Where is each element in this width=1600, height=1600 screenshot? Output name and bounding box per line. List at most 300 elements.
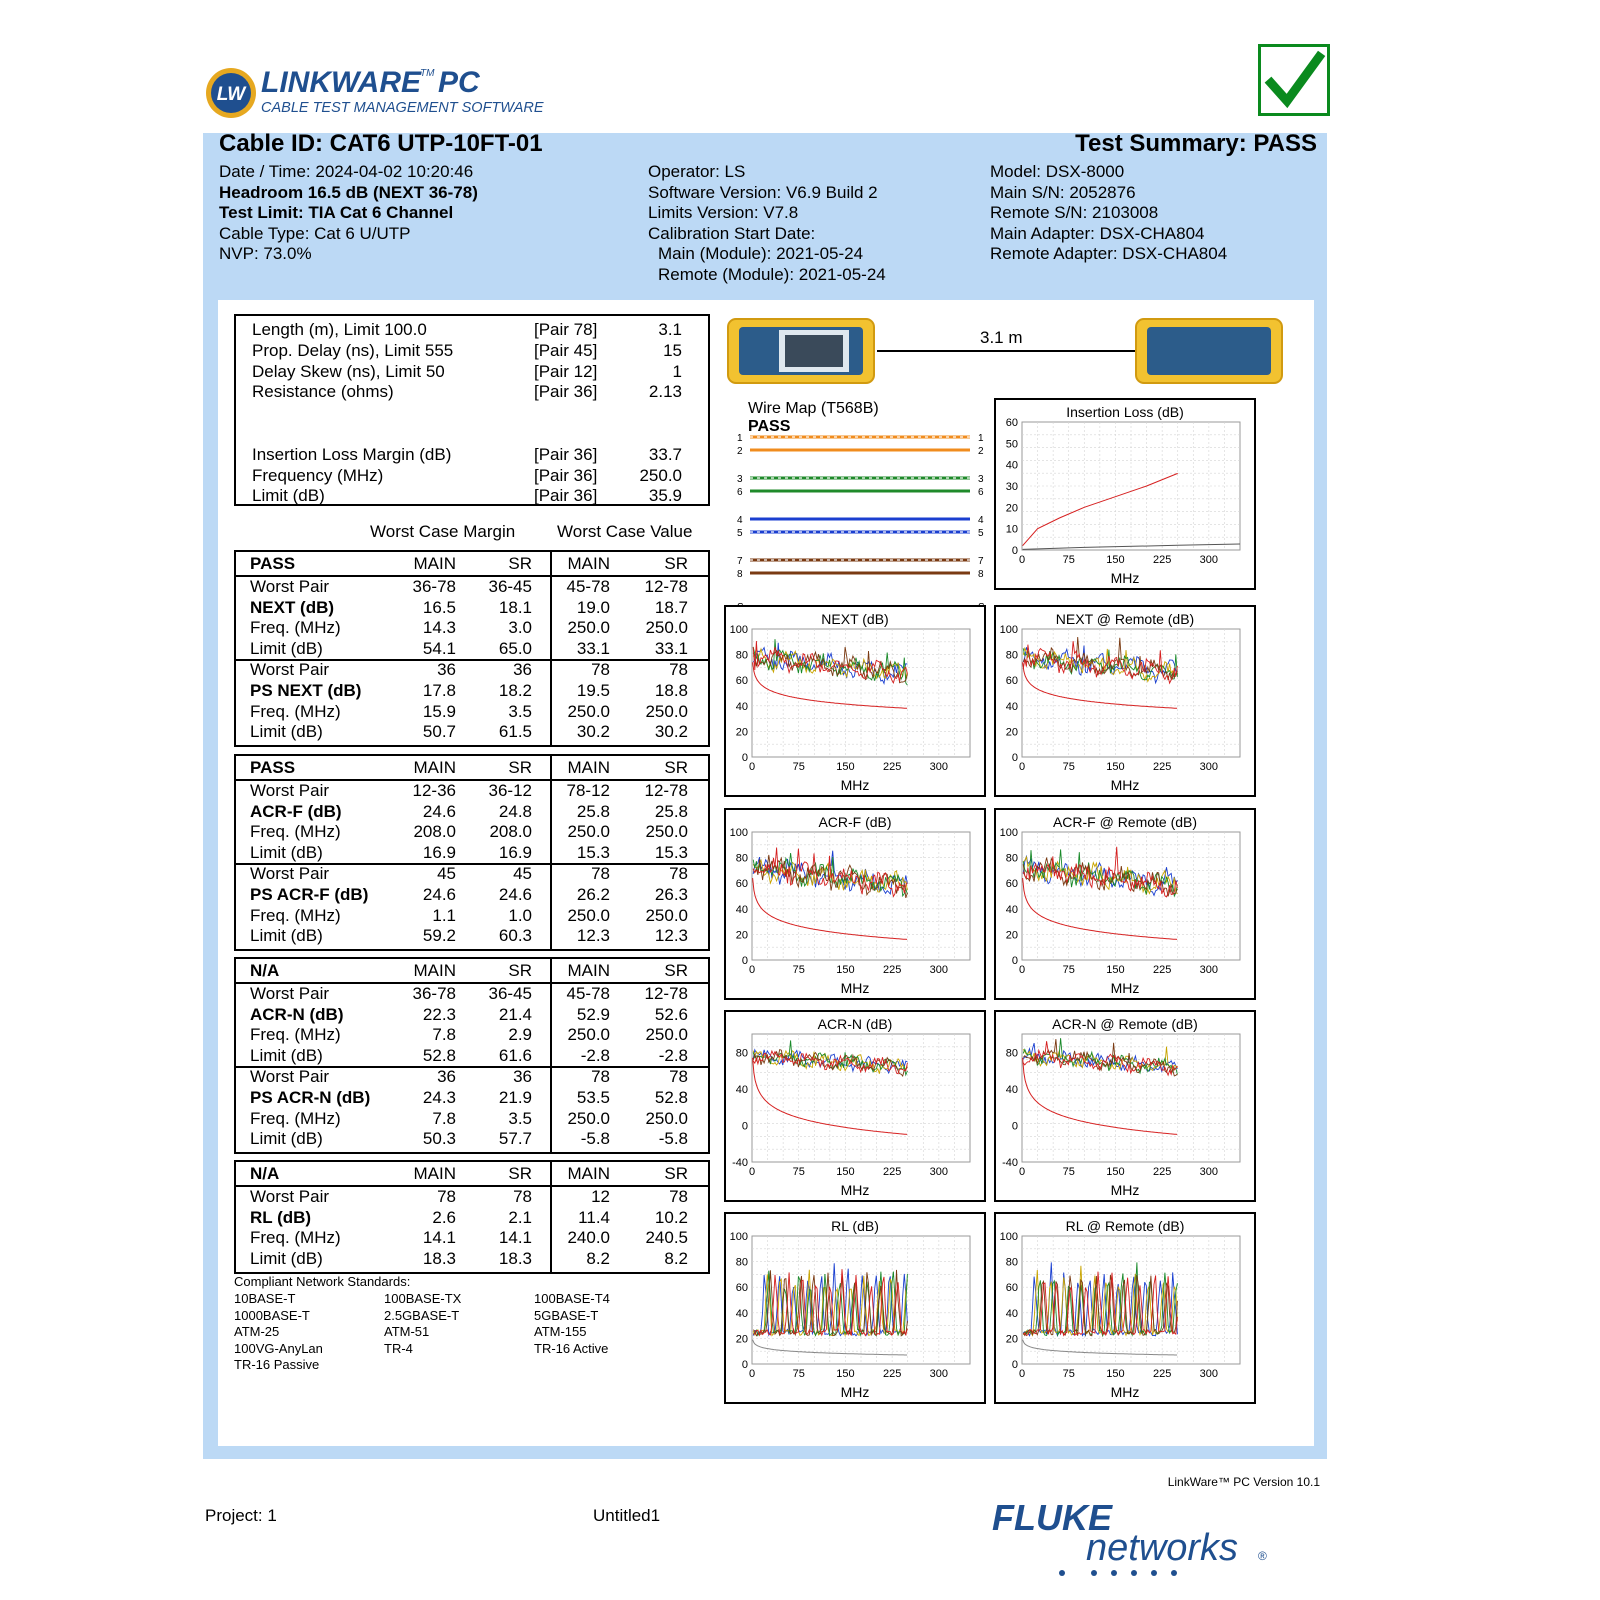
row-value: 208.0 [489, 822, 532, 842]
header-column-2 [648, 162, 886, 285]
row-value: 12.3 [654, 926, 688, 946]
standard-item: 2.5GBASE-T [384, 1307, 460, 1323]
standard-item: TR-16 Active [534, 1340, 609, 1356]
row-value: 14.3 [422, 618, 456, 638]
column-header: SR [664, 961, 688, 980]
y-tick-label: 80 [1005, 1256, 1018, 1269]
row-label: Limit (dB) [250, 843, 323, 863]
y-tick-label: 80 [735, 852, 748, 865]
y-tick-label: 50 [1005, 438, 1018, 451]
row-value: 36-78 [412, 983, 456, 1003]
row-value: 30.2 [654, 722, 688, 742]
graph-panel [724, 605, 986, 797]
wiremap-title: Wire Map (T568B) [748, 400, 879, 417]
column-header: MAIN [567, 961, 610, 980]
summary-value: 15 [663, 340, 682, 360]
summary-value: 250.0 [639, 465, 682, 485]
y-tick-label: 40 [735, 700, 748, 713]
row-value: 2.9 [508, 1025, 532, 1045]
graph-plot [996, 1012, 1254, 1200]
y-tick-label: 0 [741, 955, 748, 967]
graph-x-label: MHz [1110, 980, 1140, 996]
row-value: 26.2 [576, 884, 610, 904]
fluke-networks-logo [990, 1496, 1280, 1585]
row-value: 36-45 [488, 576, 532, 596]
column-header: MAIN [567, 1164, 610, 1183]
row-value: 61.5 [498, 722, 532, 742]
standard-item: 100VG-AnyLan [234, 1340, 323, 1356]
row-value: 61.6 [498, 1046, 532, 1066]
column-header: MAIN [413, 961, 456, 980]
y-tick-label: 0 [1011, 1359, 1018, 1371]
row-value: 240.5 [645, 1228, 688, 1248]
row-value: 14.1 [422, 1228, 456, 1248]
x-tick-label: 0 [748, 1166, 756, 1178]
row-value: 17.8 [422, 680, 456, 700]
row-value: 52.8 [422, 1046, 456, 1066]
x-tick-label: 225 [1152, 1368, 1172, 1380]
linkware-logo-graphic [205, 62, 565, 124]
summary-label: Resistance (ohms) [252, 382, 394, 402]
row-label: Freq. (MHz) [250, 701, 341, 721]
row-value: 36-45 [488, 983, 532, 1003]
row-value: 52.9 [576, 1004, 610, 1024]
y-tick-label: 0 [1011, 545, 1018, 557]
wiremap-pin-left: 2 [737, 446, 743, 457]
wiremap-pin-left: 4 [737, 515, 743, 526]
row-label: Worst Pair [250, 780, 330, 800]
y-tick-label: 40 [735, 1083, 748, 1096]
row-value: 3.0 [508, 618, 532, 638]
x-tick-label: 75 [1062, 761, 1075, 773]
header-main-sn: Main S/N: 2052876 [990, 182, 1136, 202]
y-tick-label: 20 [1005, 502, 1018, 515]
measured-length: 3.1 m [980, 328, 1023, 347]
row-value: 250.0 [567, 701, 610, 721]
wiremap-pin-right: 3 [978, 474, 984, 485]
row-value: 18.1 [498, 597, 532, 617]
x-tick-label: 300 [929, 964, 949, 976]
graph-x-label: MHz [840, 980, 870, 996]
row-value: 26.3 [654, 884, 688, 904]
y-tick-label: 60 [1005, 675, 1018, 688]
row-value: 25.8 [654, 801, 688, 821]
x-tick-label: 75 [1062, 554, 1075, 566]
summary-label: Prop. Delay (ns), Limit 555 [252, 340, 454, 360]
graph-title: NEXT (dB) [821, 611, 889, 627]
y-tick-label: 100 [729, 827, 748, 839]
header-operator: Operator: LS [648, 162, 746, 181]
graph-panel [994, 1212, 1256, 1404]
wiremap-pin-right: 4 [978, 515, 984, 526]
graph-plot [996, 400, 1254, 588]
standard-item: 5GBASE-T [534, 1307, 599, 1323]
y-tick-label: 20 [1005, 929, 1018, 942]
summary-label: Frequency (MHz) [252, 465, 384, 485]
row-value: 33.1 [576, 639, 610, 659]
column-header: SR [508, 758, 532, 777]
y-tick-label: 80 [1005, 649, 1018, 662]
row-value: 52.8 [654, 1087, 688, 1107]
x-tick-label: 300 [1199, 1368, 1219, 1380]
y-tick-label: 30 [1005, 481, 1018, 493]
x-tick-label: 225 [882, 1368, 902, 1380]
row-value: 33.1 [654, 639, 688, 659]
column-header: SR [508, 961, 532, 980]
row-label: Limit (dB) [250, 722, 323, 742]
header-software-version: Software Version: V6.9 Build 2 [648, 182, 878, 202]
row-label: Worst Pair [250, 1186, 330, 1206]
header-limits-version: Limits Version: V7.8 [648, 203, 799, 222]
summary-pair: [Pair 36] [534, 486, 598, 506]
x-tick-label: 225 [1152, 761, 1172, 773]
row-label: Limit (dB) [250, 639, 323, 659]
logo-registered-mark: ® [1258, 1549, 1267, 1563]
wiremap-pin-left: 8 [737, 569, 743, 580]
graph-plot [726, 810, 984, 998]
y-tick-label: 40 [1005, 700, 1018, 713]
graph-title: NEXT @ Remote (dB) [1055, 611, 1195, 627]
y-tick-label: -40 [732, 1157, 748, 1169]
x-tick-label: 225 [1152, 1166, 1172, 1178]
y-tick-label: 0 [741, 1359, 748, 1371]
y-tick-label: 100 [999, 1231, 1018, 1243]
logo-networks: networks [1086, 1527, 1239, 1569]
y-tick-label: 0 [741, 752, 748, 764]
x-tick-label: 300 [1199, 964, 1219, 976]
wiremap-diagram [730, 432, 990, 612]
summary-pair: [Pair 45] [534, 340, 598, 360]
logo-pc: PC [438, 66, 480, 99]
header-remote-module-date: Remote (Module): 2021-05-24 [658, 264, 886, 284]
results-table [234, 754, 710, 951]
y-tick-label: 40 [735, 1307, 748, 1320]
row-value: 250.0 [567, 905, 610, 925]
column-header: MAIN [567, 758, 610, 777]
column-header: SR [664, 1164, 688, 1183]
row-value: 1.1 [432, 905, 456, 925]
worst-case-value-header: Worst Case Value [557, 522, 693, 541]
row-value: 36 [437, 1067, 456, 1086]
row-label: Worst Pair [250, 576, 330, 596]
results-table [234, 550, 710, 747]
remote-tester-icon [1135, 318, 1285, 384]
y-tick-label: 60 [1005, 878, 1018, 891]
row-value: 78 [591, 660, 610, 679]
row-value: 3.5 [508, 701, 532, 721]
summary-value: 35.9 [648, 486, 682, 506]
y-tick-label: 10 [1005, 523, 1018, 536]
y-tick-label: 0 [1011, 955, 1018, 967]
table-status: N/A [250, 1164, 280, 1183]
row-value: 19.5 [576, 680, 610, 700]
wiremap-pin-right: 1 [978, 433, 984, 444]
row-value: 54.1 [422, 639, 456, 659]
summary-pair: [Pair 36] [534, 382, 598, 402]
row-value: 3.5 [508, 1108, 532, 1128]
row-value: 15.3 [576, 843, 610, 863]
row-label: Worst Pair [250, 983, 330, 1003]
row-value: 250.0 [567, 1025, 610, 1045]
y-tick-label: 60 [735, 675, 748, 688]
logo-badge-text: LW [216, 84, 246, 105]
y-tick-label: 80 [735, 649, 748, 662]
row-value: 8.2 [664, 1249, 688, 1269]
header-calibration-date: Calibration Start Date: [648, 223, 816, 243]
row-value: 10.2 [654, 1207, 688, 1227]
row-value: 78-12 [566, 780, 610, 800]
graph-panel [994, 605, 1256, 797]
row-value: 78 [669, 1067, 688, 1086]
row-value: -2.8 [580, 1046, 610, 1066]
header-column-1 [219, 162, 478, 265]
y-tick-label: 100 [729, 1231, 748, 1243]
header-remote-adapter: Remote Adapter: DSX-CHA804 [990, 244, 1228, 263]
row-value: 78 [513, 1186, 532, 1206]
graph-title: ACR-N @ Remote (dB) [1052, 1016, 1198, 1032]
summary-box [234, 314, 710, 506]
summary-label: Delay Skew (ns), Limit 50 [252, 361, 445, 381]
standard-item: 10BASE-T [234, 1291, 296, 1306]
footer-project: Project: 1 [205, 1506, 277, 1525]
cable-id: Cable ID: CAT6 UTP-10FT-01 [219, 130, 543, 157]
y-tick-label: 60 [1005, 417, 1018, 429]
graph-plot [996, 810, 1254, 998]
x-tick-label: 150 [836, 761, 855, 773]
y-tick-label: 40 [735, 903, 748, 916]
row-value: 19.0 [576, 597, 610, 617]
logo-fluke: FLUKE [992, 1497, 1112, 1538]
graph-x-label: MHz [1110, 777, 1140, 793]
x-tick-label: 300 [929, 1166, 949, 1178]
row-value: 78 [669, 864, 688, 883]
row-value: 78 [669, 1186, 688, 1206]
graph-title: Insertion Loss (dB) [1066, 404, 1184, 420]
summary-pair: [Pair 36] [534, 465, 598, 485]
logo-subtitle: CABLE TEST MANAGEMENT SOFTWARE [261, 100, 544, 116]
row-value: 50.7 [422, 722, 456, 742]
row-value: 16.5 [422, 597, 456, 617]
graph-panel [994, 1010, 1256, 1202]
x-tick-label: 0 [1018, 964, 1026, 976]
row-label: Freq. (MHz) [250, 822, 341, 842]
graph-title: ACR-N (dB) [817, 1016, 893, 1032]
row-value: 45-78 [566, 576, 610, 596]
row-value: 12 [591, 1186, 610, 1206]
row-value: 250.0 [567, 1108, 610, 1128]
header-column-3 [990, 162, 1227, 265]
row-value: -5.8 [658, 1129, 688, 1149]
x-tick-label: 75 [792, 1166, 805, 1178]
y-tick-label: 60 [735, 1282, 748, 1295]
row-value: 78 [437, 1186, 456, 1206]
column-header: MAIN [413, 554, 456, 573]
row-value: 60.3 [498, 926, 532, 946]
row-value: 36-78 [412, 576, 456, 596]
row-value: 250.0 [567, 822, 610, 842]
x-tick-label: 225 [882, 761, 902, 773]
x-tick-label: 225 [1152, 964, 1172, 976]
y-tick-label: 100 [729, 624, 748, 636]
summary-value: 3.1 [658, 320, 682, 339]
row-value: 12-78 [644, 983, 688, 1003]
row-value: 45 [513, 864, 532, 883]
graph-plot [996, 1214, 1254, 1402]
column-header: MAIN [567, 554, 610, 573]
row-value: 250.0 [645, 618, 688, 638]
cable-line [877, 350, 1137, 352]
row-label: Worst Pair [250, 864, 330, 883]
row-label: PS ACR-F (dB) [250, 884, 369, 904]
wiremap-result: PASS [748, 418, 791, 435]
y-tick-label: 40 [1005, 903, 1018, 916]
standard-item: ATM-25 [234, 1324, 280, 1340]
wiremap-pin-left: 3 [737, 474, 743, 485]
x-tick-label: 150 [836, 964, 855, 976]
green-checkmark-icon [1261, 47, 1327, 113]
header-headroom: Headroom 16.5 dB (NEXT 36-78) [219, 182, 478, 202]
graph-panel [724, 808, 986, 1000]
summary-value: 33.7 [648, 444, 682, 464]
summary-label: Limit (dB) [252, 486, 325, 506]
y-tick-label: 80 [1005, 1047, 1018, 1060]
summary-pair: [Pair 78] [534, 320, 598, 339]
y-tick-label: 40 [1005, 1307, 1018, 1320]
row-label: Freq. (MHz) [250, 1108, 341, 1128]
x-tick-label: 225 [882, 964, 902, 976]
row-label: RL (dB) [250, 1207, 312, 1227]
row-label: Freq. (MHz) [250, 1228, 341, 1248]
wiremap-pin-right: 8 [978, 569, 984, 580]
row-value: 16.9 [498, 843, 532, 863]
remote-tester-device [1135, 318, 1285, 389]
row-value: 53.5 [576, 1087, 610, 1107]
results-table [234, 957, 710, 1154]
y-tick-label: 0 [1011, 1120, 1018, 1133]
y-tick-label: 20 [1005, 726, 1018, 739]
row-value: 59.2 [422, 926, 456, 946]
x-tick-label: 0 [748, 1368, 756, 1380]
row-value: 14.1 [498, 1228, 532, 1248]
row-value: 12-36 [412, 780, 456, 800]
graph-title: ACR-F @ Remote (dB) [1052, 814, 1198, 830]
x-tick-label: 225 [882, 1166, 902, 1178]
row-value: 12-78 [644, 576, 688, 596]
wiremap-pin-right: 7 [978, 556, 984, 567]
x-tick-label: 0 [1018, 761, 1026, 773]
row-label: Worst Pair [250, 1067, 330, 1086]
summary-value: 2.13 [648, 382, 682, 402]
graph-x-label: MHz [840, 1384, 870, 1400]
graph-title: RL (dB) [831, 1218, 879, 1234]
standard-item: TR-4 [384, 1340, 413, 1356]
row-value: 22.3 [422, 1004, 456, 1024]
wiremap-pin-left: 7 [737, 556, 743, 567]
version-note: LinkWare™ PC Version 10.1 [1167, 1475, 1320, 1489]
wiremap-pin-right: 5 [978, 528, 984, 539]
standards-title: Compliant Network Standards: [234, 1274, 411, 1289]
graph-plot [726, 607, 984, 795]
x-tick-label: 150 [1106, 761, 1125, 773]
x-tick-label: 0 [748, 964, 756, 976]
row-value: 250.0 [645, 1108, 688, 1128]
x-tick-label: 75 [792, 1368, 805, 1380]
x-tick-label: 150 [836, 1368, 855, 1380]
summary-label: Length (m), Limit 100.0 [252, 320, 427, 339]
results-table [234, 1160, 710, 1274]
standard-item: TR-16 Passive [234, 1357, 320, 1373]
row-value: 45 [437, 864, 456, 883]
row-value: 250.0 [645, 822, 688, 842]
header-remote-sn: Remote S/N: 2103008 [990, 203, 1159, 222]
row-value: 24.6 [422, 801, 456, 821]
header-nvp: NVP: 73.0% [219, 244, 312, 263]
linkware-logo [205, 62, 565, 124]
row-label: Limit (dB) [250, 926, 323, 946]
graph-plot [726, 1214, 984, 1402]
y-tick-label: 20 [735, 929, 748, 942]
test-summary: Test Summary: PASS [1075, 130, 1317, 157]
row-value: 78 [591, 1067, 610, 1086]
row-value: 12.3 [576, 926, 610, 946]
column-header: MAIN [413, 1164, 456, 1183]
graph-x-label: MHz [1110, 1182, 1140, 1198]
row-label: PS NEXT (dB) [250, 680, 362, 700]
y-tick-label: 100 [999, 827, 1018, 839]
graph-panel [724, 1212, 986, 1404]
row-label: ACR-N (dB) [250, 1004, 344, 1024]
row-value: 18.3 [422, 1249, 456, 1269]
standard-item: 100BASE-TX [384, 1291, 462, 1306]
row-value: 78 [591, 864, 610, 883]
row-label: NEXT (dB) [250, 597, 335, 617]
row-value: 18.8 [654, 680, 688, 700]
row-value: 36 [513, 1067, 532, 1086]
y-tick-label: 80 [1005, 852, 1018, 865]
row-label: Worst Pair [250, 660, 330, 679]
x-tick-label: 75 [792, 964, 805, 976]
x-tick-label: 300 [1199, 554, 1219, 566]
x-tick-label: 75 [1062, 964, 1075, 976]
row-label: Limit (dB) [250, 1129, 323, 1149]
header-test-limit: Test Limit: TIA Cat 6 Channel [219, 203, 454, 222]
graph-x-label: MHz [1110, 570, 1140, 586]
row-value: 250.0 [645, 1025, 688, 1045]
wiremap-pin-right: 2 [978, 446, 984, 457]
header-cable-type: Cable Type: Cat 6 U/UTP [219, 223, 411, 243]
row-value: 78 [669, 660, 688, 679]
footer-filename: Untitled1 [593, 1506, 661, 1525]
x-tick-label: 225 [1152, 554, 1172, 566]
row-label: PS ACR-N (dB) [250, 1087, 371, 1107]
row-value: 36 [513, 660, 532, 679]
header-main-module-date: Main (Module): 2021-05-24 [658, 244, 864, 263]
graph-x-label: MHz [1110, 1384, 1140, 1400]
row-label: Freq. (MHz) [250, 1025, 341, 1045]
y-tick-label: 20 [1005, 1333, 1018, 1346]
column-header: MAIN [413, 758, 456, 777]
y-tick-label: 40 [1005, 1083, 1018, 1096]
row-value: 57.7 [498, 1129, 532, 1149]
row-value: 15.9 [422, 701, 456, 721]
x-tick-label: 0 [1018, 1368, 1026, 1380]
graph-plot [996, 607, 1254, 795]
row-value: 30.2 [576, 722, 610, 742]
row-label: Limit (dB) [250, 1046, 323, 1066]
y-tick-label: 60 [1005, 1282, 1018, 1295]
logo-tm: TM [420, 68, 435, 79]
row-value: 250.0 [567, 618, 610, 638]
